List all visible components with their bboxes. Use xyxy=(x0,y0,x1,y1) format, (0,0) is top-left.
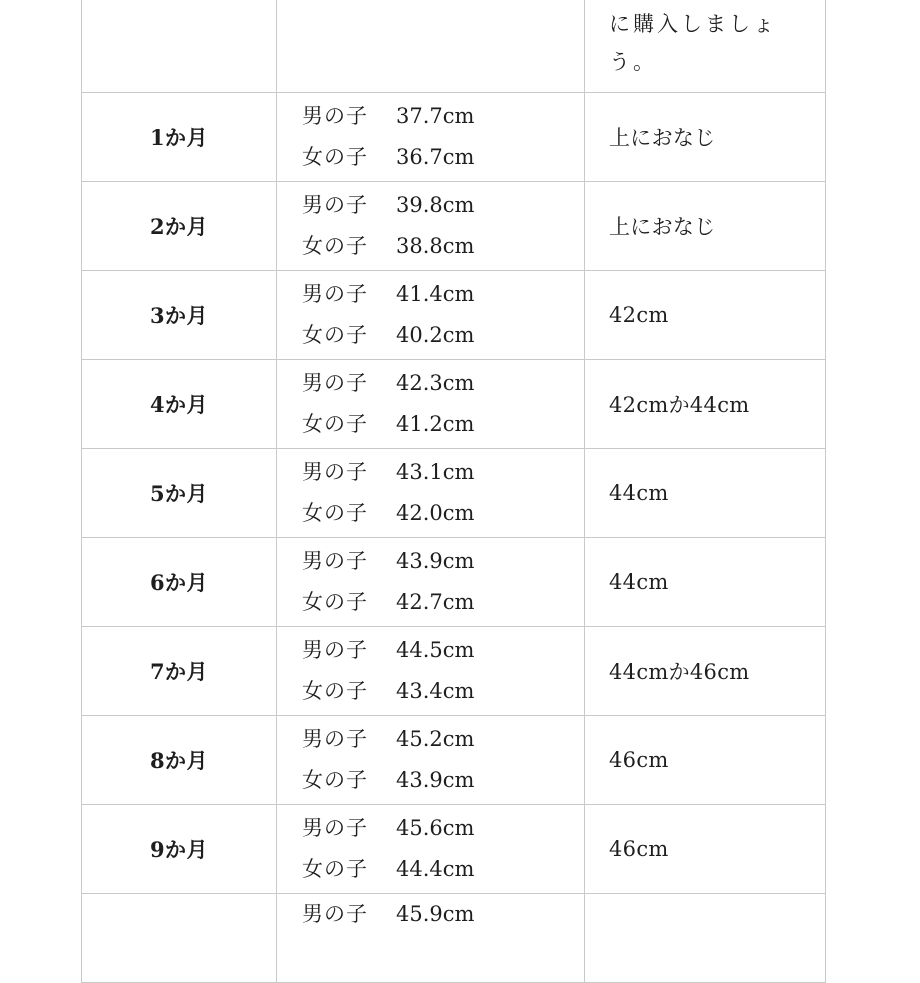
table-row-partial xyxy=(82,894,826,983)
month-cell: 5か月 xyxy=(82,449,277,538)
table-row xyxy=(82,716,826,805)
boy-line xyxy=(302,185,584,226)
boy-line xyxy=(302,808,584,849)
girl-value: 44.4cm xyxy=(396,857,475,881)
table-row xyxy=(82,805,826,894)
recommended-size-cell: 44cm xyxy=(585,538,826,627)
boy-label: 男の子 xyxy=(302,549,368,573)
month-cell-empty xyxy=(82,0,277,93)
boy-value: 45.6cm xyxy=(396,816,475,840)
boy-line xyxy=(302,719,584,760)
boy-line xyxy=(302,363,584,404)
boy-line xyxy=(302,452,584,493)
recommended-size-cell: 上におなじ xyxy=(585,182,826,271)
table-body xyxy=(82,0,826,983)
boy-value: 39.8cm xyxy=(396,193,475,217)
girl-label: 女の子 xyxy=(302,234,368,258)
boy-label: 男の子 xyxy=(302,193,368,217)
table-row xyxy=(82,538,826,627)
boy-value: 45.9cm xyxy=(396,902,475,926)
recommended-size-cell: 46cm xyxy=(585,716,826,805)
recommended-size-cell: 44cm xyxy=(585,449,826,538)
girl-label: 女の子 xyxy=(302,145,368,169)
table-row xyxy=(82,271,826,360)
boy-label: 男の子 xyxy=(302,460,368,484)
purchase-note-cell xyxy=(585,0,826,93)
girl-label: 女の子 xyxy=(302,501,368,525)
month-cell: 7か月 xyxy=(82,627,277,716)
head-circumference-cell xyxy=(277,182,585,271)
table-row xyxy=(82,93,826,182)
recommended-size-cell: 上におなじ xyxy=(585,93,826,182)
girl-value: 41.2cm xyxy=(396,412,475,436)
boy-line xyxy=(302,541,584,582)
girl-label: 女の子 xyxy=(302,768,368,792)
girl-label: 女の子 xyxy=(302,412,368,436)
girl-value: 38.8cm xyxy=(396,234,475,258)
girl-line xyxy=(302,404,584,445)
boy-value: 41.4cm xyxy=(396,282,475,306)
month-cell: 6か月 xyxy=(82,538,277,627)
head-circumference-cell xyxy=(277,360,585,449)
purchase-note-line-2: う。 xyxy=(609,50,657,74)
month-cell: 1か月 xyxy=(82,93,277,182)
month-cell: 2か月 xyxy=(82,182,277,271)
head-circumference-cell xyxy=(277,805,585,894)
boy-label: 男の子 xyxy=(302,816,368,840)
girl-value: 36.7cm xyxy=(396,145,475,169)
boy-label: 男の子 xyxy=(302,902,368,926)
boy-value: 43.9cm xyxy=(396,549,475,573)
purchase-note-line-1: に購入しましょ xyxy=(609,12,777,36)
girl-label: 女の子 xyxy=(302,679,368,703)
head-circumference-cell xyxy=(277,894,585,983)
girl-line xyxy=(302,226,584,267)
month-cell: 9か月 xyxy=(82,805,277,894)
table-row xyxy=(82,360,826,449)
boy-value: 45.2cm xyxy=(396,727,475,751)
girl-label: 女の子 xyxy=(302,857,368,881)
month-cell: 4か月 xyxy=(82,360,277,449)
table-row xyxy=(82,182,826,271)
boy-line xyxy=(302,274,584,315)
head-circumference-cell xyxy=(277,93,585,182)
girl-label: 女の子 xyxy=(302,323,368,347)
recommended-size-cell: 46cm xyxy=(585,805,826,894)
boy-value: 43.1cm xyxy=(396,460,475,484)
girl-line xyxy=(302,315,584,356)
girl-line xyxy=(302,760,584,801)
month-cell xyxy=(82,894,277,983)
girl-value: 43.9cm xyxy=(396,768,475,792)
recommended-size-cell: 42cmか44cm xyxy=(585,360,826,449)
boy-value: 44.5cm xyxy=(396,638,475,662)
boy-label: 男の子 xyxy=(302,104,368,128)
girl-line xyxy=(302,849,584,890)
head-size-table xyxy=(81,0,826,983)
girl-value: 42.0cm xyxy=(396,501,475,525)
recommended-size-cell xyxy=(585,894,826,983)
boy-label: 男の子 xyxy=(302,727,368,751)
girl-line xyxy=(302,493,584,534)
girl-value: 43.4cm xyxy=(396,679,475,703)
table-row xyxy=(82,449,826,538)
head-circumference-cell xyxy=(277,449,585,538)
head-cell-empty xyxy=(277,0,585,93)
girl-value: 42.7cm xyxy=(396,590,475,614)
boy-line xyxy=(302,894,584,935)
boy-value: 37.7cm xyxy=(396,104,475,128)
boy-label: 男の子 xyxy=(302,282,368,306)
boy-label: 男の子 xyxy=(302,638,368,662)
recommended-size-cell: 44cmか46cm xyxy=(585,627,826,716)
boy-label: 男の子 xyxy=(302,371,368,395)
table-row xyxy=(82,627,826,716)
head-circumference-cell xyxy=(277,627,585,716)
month-cell: 3か月 xyxy=(82,271,277,360)
girl-line xyxy=(302,671,584,712)
head-circumference-cell xyxy=(277,271,585,360)
boy-value: 42.3cm xyxy=(396,371,475,395)
girl-line xyxy=(302,137,584,178)
girl-value: 40.2cm xyxy=(396,323,475,347)
head-circumference-cell xyxy=(277,716,585,805)
boy-line xyxy=(302,96,584,137)
head-circumference-cell xyxy=(277,538,585,627)
month-cell: 8か月 xyxy=(82,716,277,805)
girl-label: 女の子 xyxy=(302,590,368,614)
recommended-size-cell: 42cm xyxy=(585,271,826,360)
girl-line xyxy=(302,582,584,623)
table-row-intro xyxy=(82,0,826,93)
boy-line xyxy=(302,630,584,671)
